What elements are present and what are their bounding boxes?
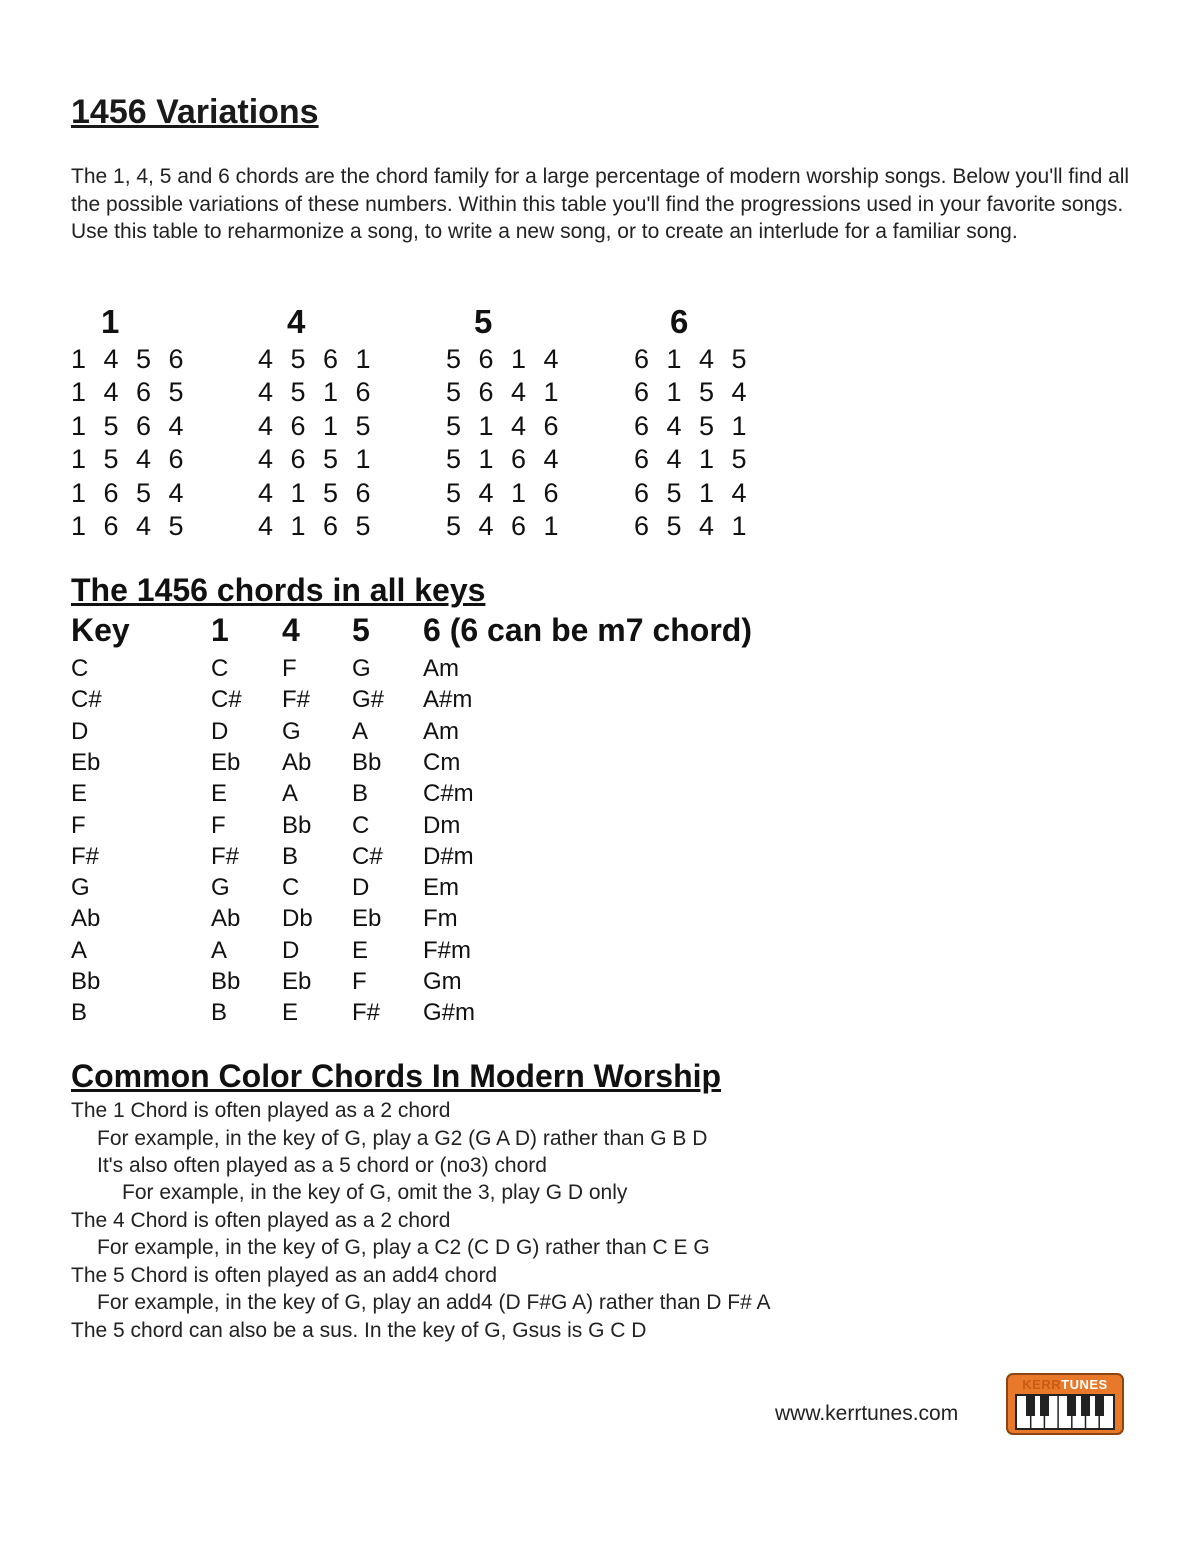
chord-cell: Gm (423, 968, 462, 995)
color-line: The 1 Chord is often played as a 2 chord (71, 1099, 451, 1122)
chord-cell: G (282, 717, 301, 745)
key-name-cell: F# (71, 842, 100, 870)
chord-cell: D (282, 936, 300, 964)
key-name-cell: A (71, 936, 88, 964)
variation-cell: 1 6 4 5 (71, 511, 189, 541)
logo-text-tunes: TUNES (1061, 1377, 1108, 1392)
piano-keys-graphic (1017, 1396, 1113, 1428)
color-section-title: Common Color Chords In Modern Worship (71, 1058, 722, 1094)
chord-cell: F# (211, 842, 240, 870)
keys-header-1: 1 (211, 612, 229, 648)
chord-cell: A (211, 936, 228, 964)
chord-cell: Eb (211, 748, 241, 776)
chord-cell: Dm (423, 811, 461, 839)
chord-cell: Cm (423, 748, 461, 776)
chord-cell: C (282, 874, 300, 902)
logo-text (1008, 1377, 1122, 1392)
chord-cell: A (282, 780, 299, 808)
color-line: For example, in the key of G, play a G2 (G A D) rather than G B D (97, 1127, 708, 1150)
website-link[interactable]: www.kerrtunes.com (775, 1402, 959, 1425)
piano-keys-icon (1015, 1394, 1115, 1430)
variation-header-4: 4 (287, 303, 306, 340)
chord-cell: Em (423, 874, 459, 902)
variation-cell: 5 1 6 4 (446, 444, 564, 474)
variation-cell: 5 4 1 6 (446, 478, 564, 508)
variation-cell: 6 4 5 1 (634, 411, 752, 441)
variation-cell: 4 5 6 1 (258, 344, 376, 374)
chord-cell: D (211, 717, 229, 745)
variation-cell: 4 6 5 1 (258, 444, 376, 474)
variation-cell: 1 4 6 5 (71, 377, 189, 407)
color-line: The 4 Chord is often played as a 2 chord (71, 1209, 451, 1232)
chord-cell: F# (282, 686, 311, 714)
variation-cell: 6 1 5 4 (634, 377, 752, 407)
variation-cell: 4 1 5 6 (258, 478, 376, 508)
kerrtunes-logo (1006, 1373, 1124, 1435)
chord-cell: C (352, 811, 370, 839)
chord-cell: B (211, 999, 228, 1027)
chord-cell: Ab (282, 748, 312, 776)
key-name-cell: F (71, 811, 86, 839)
chord-cell: F (211, 811, 226, 839)
chord-cell: Eb (352, 905, 382, 933)
chord-cell: Eb (282, 968, 312, 995)
chord-cell: E (282, 999, 299, 1027)
color-line: The 5 chord can also be a sus. In the key of G, Gsus is G C D (71, 1319, 647, 1342)
color-line: It's also often played as a 5 chord or (no3) chord (97, 1154, 547, 1177)
chord-cell: C#m (423, 780, 474, 808)
variation-cell: 6 5 1 4 (634, 478, 752, 508)
chord-cell: C# (352, 842, 383, 870)
chord-cell: Fm (423, 905, 458, 933)
chord-cell: B (352, 780, 369, 808)
variation-cell: 6 4 1 5 (634, 444, 752, 474)
chord-cell: E (211, 780, 228, 808)
chord-cell: A (352, 717, 369, 745)
key-name-cell: C# (71, 686, 102, 714)
chord-cell: G (211, 874, 230, 902)
chord-cell: G#m (423, 999, 476, 1027)
chord-cell: Bb (282, 811, 312, 839)
variation-cell: 1 4 5 6 (71, 344, 189, 374)
chord-cell: C# (211, 686, 242, 714)
variation-cell: 6 1 4 5 (634, 344, 752, 374)
key-name-cell: G (71, 874, 90, 902)
color-line: The 5 Chord is often played as an add4 chord (71, 1264, 498, 1287)
variation-cell: 4 5 1 6 (258, 377, 376, 407)
page-title: 1456 Variations (71, 93, 319, 131)
variation-cell: 5 1 4 6 (446, 411, 564, 441)
key-name-cell: C (71, 655, 89, 682)
variation-cell: 5 6 1 4 (446, 344, 564, 374)
chord-cell: Bb (352, 748, 382, 776)
variation-cell: 5 4 6 1 (446, 511, 564, 541)
logo-text-kerr: KERR (1022, 1377, 1062, 1392)
variation-cell: 1 6 5 4 (71, 478, 189, 508)
keys-header-6: 6 (6 can be m7 chord) (423, 612, 752, 648)
key-name-cell: E (71, 780, 88, 808)
chord-cell: G (352, 655, 371, 682)
key-name-cell: Bb (71, 968, 101, 995)
keys-header-key: Key (71, 612, 130, 648)
color-line: For example, in the key of G, play a C2 (C D G) rather than C E G (97, 1236, 710, 1259)
chord-cell: Ab (211, 905, 241, 933)
variation-cell: 6 5 4 1 (634, 511, 752, 541)
chord-cell: Bb (211, 968, 241, 995)
variation-header-6: 6 (670, 303, 689, 340)
key-name-cell: B (71, 999, 88, 1027)
key-name-cell: D (71, 717, 89, 745)
chord-cell: Db (282, 905, 313, 933)
chord-cell: Am (423, 717, 459, 745)
chord-cell: D (352, 874, 370, 902)
variation-cell: 1 5 4 6 (71, 444, 189, 474)
chord-cell: E (352, 936, 369, 964)
keys-header-4: 4 (282, 612, 300, 648)
chord-cell: A#m (423, 686, 473, 714)
chord-cell: D#m (423, 842, 474, 870)
chord-cell: B (282, 842, 299, 870)
chord-cell: C (211, 655, 229, 682)
chord-cell: Am (423, 655, 459, 682)
key-name-cell: Ab (71, 905, 101, 933)
color-line: For example, in the key of G, omit the 3, play G D only (122, 1181, 628, 1204)
variation-header-5: 5 (474, 303, 493, 340)
variation-header-1: 1 (101, 303, 120, 340)
intro-paragraph: The 1, 4, 5 and 6 chords are the chord family for a large percentage of modern worship songs. Below you'll find all the possible variations of these numbers. Within this table you'll find the progressions used in your favorite songs. Use this table to reharmonize a song, to write a new song, or to create an interlude for a familiar song. (71, 165, 1130, 243)
key-name-cell: Eb (71, 748, 101, 776)
chord-cell: F# (352, 999, 381, 1027)
keys-section-title: The 1456 chords in all keys (71, 572, 486, 608)
variation-cell: 4 1 6 5 (258, 511, 376, 541)
variation-cell: 5 6 4 1 (446, 377, 564, 407)
chord-cell: F (352, 968, 367, 995)
variation-cell: 1 5 6 4 (71, 411, 189, 441)
keys-header-5: 5 (352, 612, 370, 648)
color-line: For example, in the key of G, play an add4 (D F#G A) rather than D F# A (97, 1291, 771, 1314)
chord-cell: F#m (423, 936, 471, 964)
chord-cell: F (282, 655, 297, 682)
chord-cell: G# (352, 686, 385, 714)
variation-cell: 4 6 1 5 (258, 411, 376, 441)
